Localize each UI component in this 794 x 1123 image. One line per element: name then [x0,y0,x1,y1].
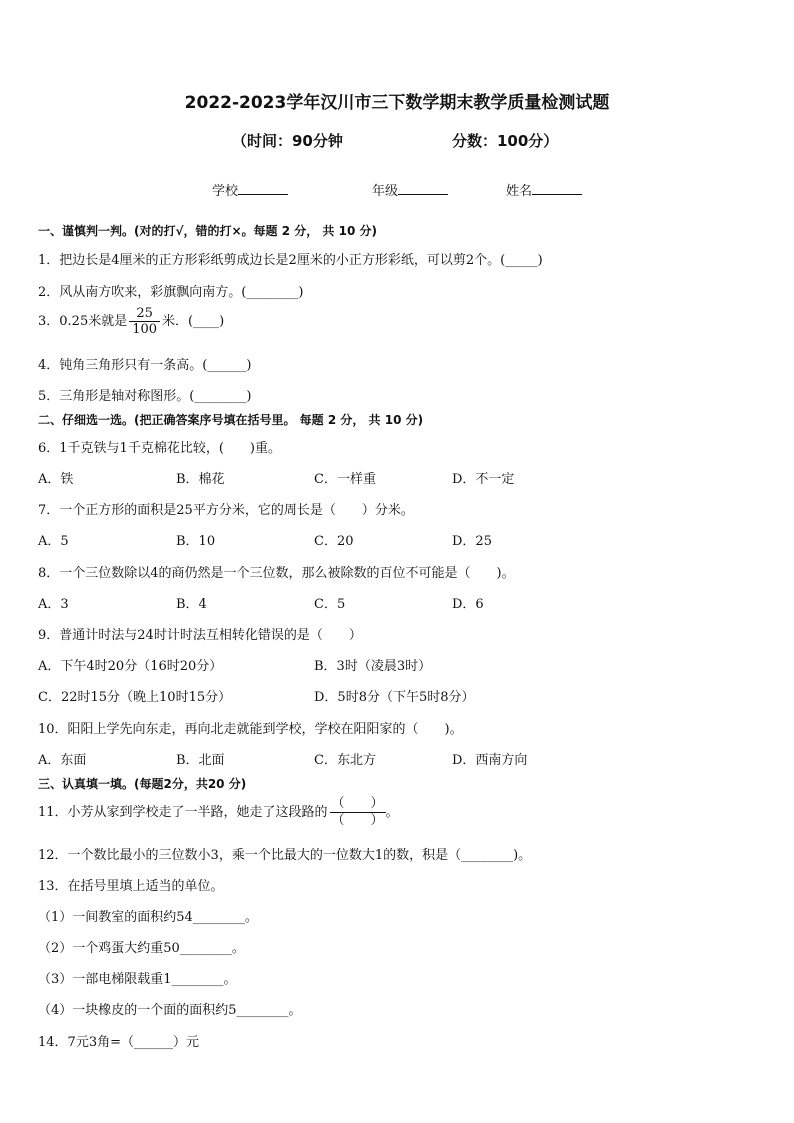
q6-option-c[interactable]: C．一样重 [314,472,376,487]
q7-option-a[interactable]: A．5 [38,534,69,549]
name-field [506,180,582,199]
q6-option-d[interactable]: D．不一定 [452,472,515,487]
question-3-prefix: 3．0.25米就是 [38,314,128,329]
q10-option-a[interactable]: A．东面 [38,753,87,768]
q6-option-b[interactable]: B．棉花 [176,472,225,487]
exam-score: 分数：100分） [452,132,559,150]
school-label: 学校 [212,184,239,199]
question-12: 12．一个数比最小的三位数小3，乘一个比最大的一位数大1的数，积是（________)。 [38,848,532,863]
question-3-suffix: 米．(____) [162,314,225,329]
q10-option-c[interactable]: C．东北方 [314,753,376,768]
fraction-25-100 [129,306,160,337]
question-9: 9．普通计时法与24时计时法互相转化错误的是（ ） [38,628,362,643]
question-7: 7．一个正方形的面积是25平方分米，它的周长是（ ）分米。 [38,503,414,518]
question-8: 8．一个三位数除以4的商仍然是一个三位数，那么被除数的百位不可能是（ )。 [38,566,515,581]
question-2: 2．风从南方吹来，彩旗飘向南方。(________) [38,285,304,300]
question-13-4: （4）一块橡皮的一个面的面积约5________。 [38,1003,302,1018]
question-13-2: （2）一个鸡蛋大约重50________。 [38,941,245,956]
fraction-denominator: 100 [132,322,158,337]
question-1: 1．把边长是4厘米的正方形彩纸剪成边长是2厘米的小正方形彩纸，可以剪2个。(_____) [38,253,543,268]
exam-time: （时间：90分钟 [232,132,343,150]
blank-numerator: （ ） [331,796,384,811]
q9-option-d[interactable]: D．5时8分（下午5时8分） [314,690,475,705]
name-blank[interactable] [532,182,582,195]
grade-blank[interactable] [398,182,448,195]
question-10: 10．阳阳上学先向东走，再向北走就能到学校，学校在阳阳家的（ )。 [38,722,463,737]
question-6: 6．1千克铁与1千克棉花比较，( )重。 [38,441,281,456]
q7-option-c[interactable]: C．20 [314,534,354,549]
blank-fraction[interactable] [330,796,386,829]
question-3 [38,306,224,337]
q8-option-c[interactable]: C．5 [314,597,346,612]
question-13: 13．在括号里填上适当的单位。 [38,879,224,894]
question-11 [38,796,399,829]
section1-heading: 一、谨慎判一判。(对的打√，错的打×。每题 2 分， 共 10 分) [38,224,377,238]
question-11-suffix: 。 [385,805,399,820]
fraction-numerator: 25 [129,306,160,322]
question-14: 14．7元3角=（______）元 [38,1035,199,1050]
q7-option-b[interactable]: B．10 [176,534,216,549]
grade-label: 年级 [372,184,399,199]
q6-option-a[interactable]: A．铁 [38,472,74,487]
question-4: 4．钝角三角形只有一条高。(______) [38,358,252,373]
blank-denominator: （ ） [331,813,384,828]
question-13-1: （1）一间教室的面积约54________。 [38,910,258,925]
page-title: 2022-2023学年汉川市三下数学期末教学质量检测试题 [184,93,610,113]
name-label: 姓名 [506,184,533,199]
q9-option-b[interactable]: B．3时（凌晨3时） [314,659,432,674]
section2-heading: 二、仔细选一选。(把正确答案序号填在括号里。 每题 2 分， 共 10 分) [38,413,424,427]
q8-option-d[interactable]: D．6 [452,597,484,612]
grade-field [372,180,448,199]
school-blank[interactable] [238,182,288,195]
q9-option-c[interactable]: C．22时15分（晚上10时15分） [38,690,232,705]
q9-option-a[interactable]: A．下午4时20分（16时20分） [38,659,223,674]
section3-heading: 三、认真填一填。(每题2分，共20 分) [38,777,247,791]
q8-option-b[interactable]: B．4 [176,597,207,612]
q7-option-d[interactable]: D．25 [452,534,492,549]
school-field [212,180,288,199]
question-11-prefix: 11．小芳从家到学校走了一半路，她走了这段路的 [38,805,328,820]
question-5: 5．三角形是轴对称图形。(________) [38,389,252,404]
q8-option-a[interactable]: A．3 [38,597,69,612]
q10-option-b[interactable]: B．北面 [176,753,225,768]
question-13-3: （3）一部电梯限载重1________。 [38,972,237,987]
q10-option-d[interactable]: D．西南方向 [452,753,528,768]
